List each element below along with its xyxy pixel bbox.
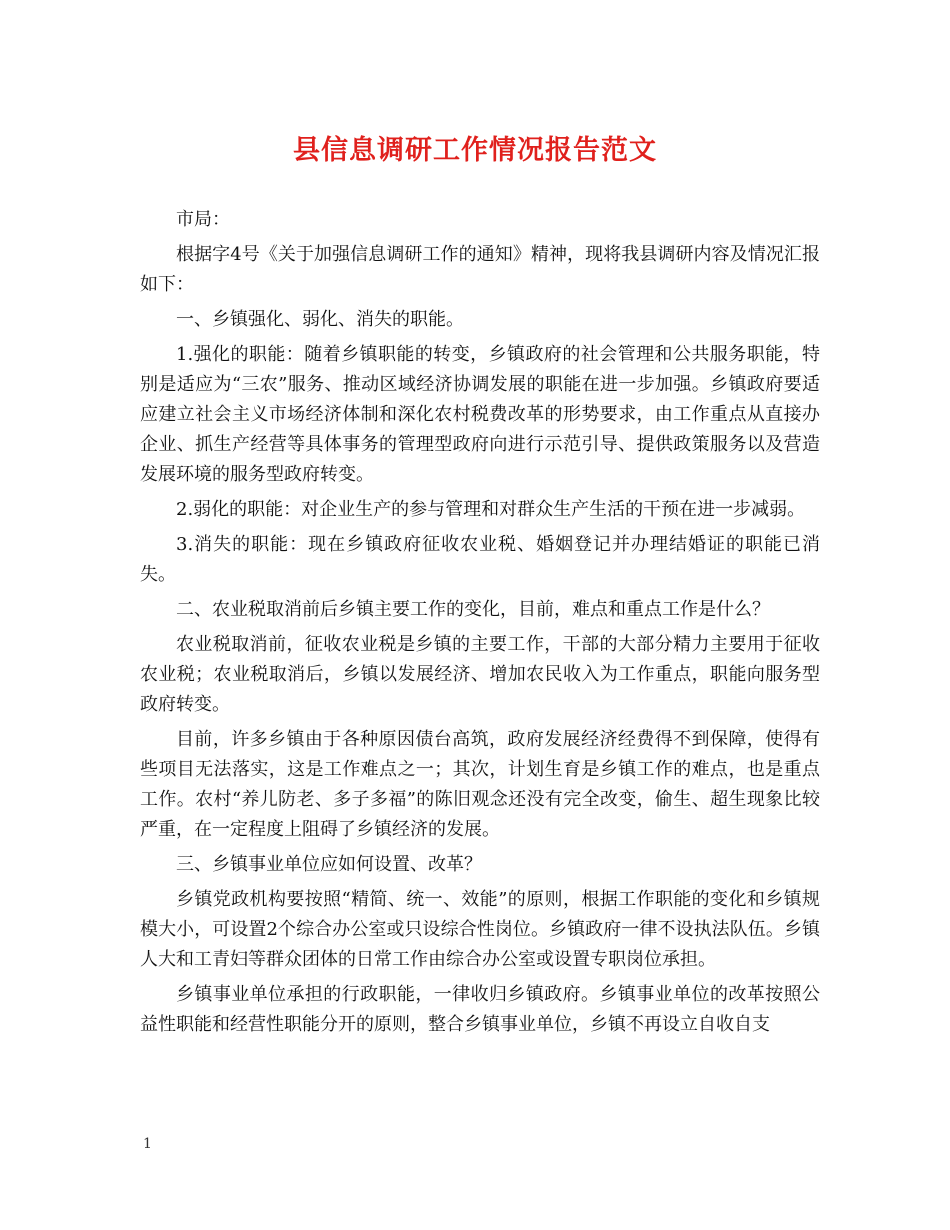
body-paragraph: 目前，许多乡镇由于各种原因债台高筑，政府发展经济经费得不到保障，使得有些项目无法落实，这是工作难点之一；其次，计划生育是乡镇工作的难点，也是重点工作。农村“养儿防老、多子多福”的陈旧观念还没有完全改变，偷生、超生现象比较严重，在一定程度上阻碍了乡镇经济的发展。 (140, 729, 820, 840)
body-paragraph: 农业税取消前，征收农业税是乡镇的主要工作，干部的大部分精力主要用于征收农业税；农业税取消后，乡镇以发展经济、增加农民收入为工作重点，职能向服务型政府转变。 (140, 634, 820, 715)
body-paragraph: 3.消失的职能：现在乡镇政府征收农业税、婚姻登记并办理结婚证的职能已消失。 (140, 534, 820, 585)
section-heading-2: 二、农业税取消前后乡镇主要工作的变化，目前，难点和重点工作是什么？ (176, 599, 770, 620)
section-heading-3: 三、乡镇事业单位应如何设置、改革？ (176, 854, 482, 875)
section-heading-1: 一、乡镇强化、弱化、消失的职能。 (176, 309, 464, 330)
body-paragraph: 1.强化的职能：随着乡镇职能的转变，乡镇政府的社会管理和公共服务职能，特别是适应为“三农”服务、推动区域经济协调发展的职能在进一步加强。乡镇政府要适应建立社会主义市场经济体制和深化农村税费改革的形势要求，由工作重点从直接办企业、抓生产经营等具体事务的管理型政府向进行示范引导、提供政策服务以及营造发展环境的服务型政府转变。 (140, 344, 820, 485)
salutation: 市局： (176, 209, 230, 230)
body-paragraph: 乡镇事业单位承担的行政职能，一律收归乡镇政府。乡镇事业单位的改革按照公益性职能和经营性职能分开的原则，整合乡镇事业单位，乡镇不再设立自收自支 (140, 984, 820, 1035)
page-number: 1 (143, 1136, 152, 1152)
intro-paragraph: 根据字4号《关于加强信息调研工作的通知》精神，现将我县调研内容及情况汇报如下： (140, 244, 820, 295)
body-paragraph: 2.弱化的职能：对企业生产的参与管理和对群众生产生活的干预在进一步减弱。 (176, 499, 806, 520)
document-body (140, 205, 820, 1045)
body-paragraph: 乡镇党政机构要按照“精简、统一、效能”的原则，根据工作职能的变化和乡镇规模大小，可设置2个综合办公室或只设综合性岗位。乡镇政府一律不设执法队伍。乡镇人大和工青妇等群众团体的日常工作由综合办公室或设置专职岗位承担。 (140, 889, 820, 970)
document-title: 县信息调研工作情况报告范文 (293, 135, 657, 166)
